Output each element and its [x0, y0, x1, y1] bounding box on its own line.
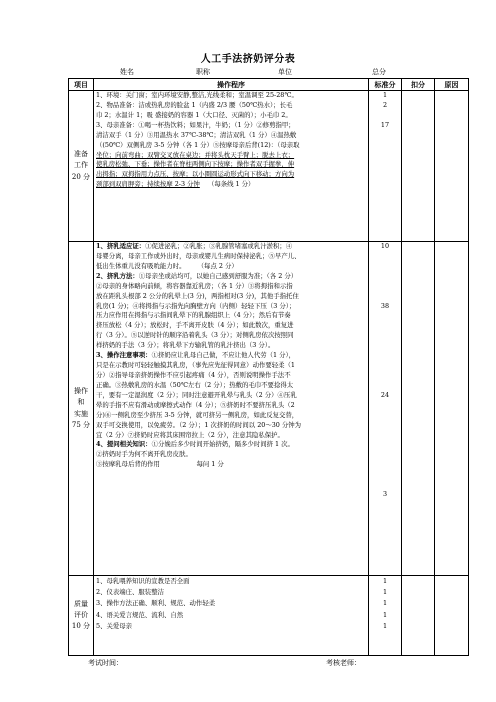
page-title: 人工手法挤奶评分表	[200, 54, 296, 65]
unit-label: 单位	[278, 68, 292, 76]
method-heading: 2、挤乳方法：	[96, 271, 139, 280]
quality-scores: 1 1 1 1 1	[369, 576, 402, 656]
header-standard: 标准分	[369, 79, 402, 91]
prep-line-note: （每条线 1 分）	[207, 180, 255, 189]
operation-procedure: 1、挤乳适应证：①促进泌乳；②乳胀；③乳腺管堵塞或乳汁淤积；④ 母婴分离，母亲工作或外出时，母亲或婴儿生病时保持泌乳；⑤早产儿、 低出生体重儿没有吸吮能力时。 （每点 2 分） 2、挤乳方法：①母亲坐或站均可，以她自己感到舒服为准；（各 2 分） ②母亲的身体略向前倾，将容器靠近乳房；（各 1 分）③将拇指和示指 放在距乳头根部 2 公分的乳晕上(3 分)，两指相对(3 分)，其他手指托住 乳房(1 分)；④将拇指与示指先向胸壁方向（内侧）轻轻下压（3 分）； 压力应作用在拇指与示指间乳晕下的乳腺组织上（4 分）；然后有节奏 挤压放松（4 分）；放松时，手不离开皮肤（4 分）；如此数次，重复进 行（3 分）。⑤以逆时针的顺序沿着乳头（3 分）；对侧乳房依次按照同 样挤奶的手法（3 分）；将乳晕下方输乳管的乳汁挤出（3 分）。 3、操作注意事项：①挤奶应让乳母自己做，不应让他人代劳（1 分）， 只是在示教时可轻轻触摸其乳房，（事先应先征得同意）动作要轻柔（1 分）②指导母亲挤奶操作不应引起疼痛（4 分），否则说明操作手法不 正确。③热敷乳房的水温（50℃左右（2 分）；热敷的毛巾不要捻得太 干，要有一定湿润度（2 分）；同时注意避开乳晕与乳头（2 分）④压乳 晕的手指不应有滑动或摩擦式动作（4 分）；⑤挤奶时不要挤压乳头（2 分)⑥一侧乳房至少挤压 3-5 分钟，就可挤另一侧乳房，如此反复交替， 双手可交换使用，以免疲劳。（2 分）；1 次挤奶的时间以 20～30 分钟为 宜（2 分）⑦挤奶时应将其床围帘拉上（2 分），注意其隐私保护。 4、提问相关知识：①分娩后多少时间开始挤奶，隔多少时间挤 1 次。 ②挤奶时手为何不离开乳房皮肤。 ③按摩乳母后背的作用 每问 1 分	[94, 242, 369, 576]
quality-row	[69, 576, 469, 656]
operation-section-label: 操作 和 实施 75 分	[69, 242, 94, 576]
prep-line: 坐位；向前弯曲；双臂交叉放在桌边；并将头枕天手臂上；脱去上衣；	[96, 150, 295, 159]
header-deduct: 扣分	[402, 79, 435, 91]
examiner-label: 考核老师：	[326, 659, 361, 667]
prep-line: 1、环境：关门窗；室内环境安静,整洁,光线柔和；室温调至 25-28℃。	[96, 91, 298, 99]
prep-row	[69, 91, 469, 242]
indication-heading: 1、挤乳适应证：	[96, 242, 146, 250]
header-item: 项目	[69, 79, 94, 91]
prep-line: 2、物品准备：洁或热乳房的脸盆 1（内盛 2/3 腰（50℃热水）；长毛	[96, 100, 293, 109]
score-table	[68, 78, 469, 656]
prep-line: 颈部到双肩胛旁；持续按摩 2-3 分钟	[96, 180, 200, 189]
prep-reason[interactable]	[435, 91, 469, 242]
prep-line: 使乳房松弛、下垂；操作者在脊柱两侧向下按摩；操作者双手握拳，伸	[96, 160, 295, 169]
prep-line: 出拇指；双拇指用力点压、按摩；以小圈圆运动形式向下移动；方向为	[96, 170, 295, 179]
prep-deduct[interactable]	[402, 91, 435, 242]
quality-deduct[interactable]	[402, 576, 435, 656]
quality-procedure	[94, 576, 369, 656]
quality-item: 3、操作方法正确、顺利、规范、动作轻柔	[96, 599, 216, 608]
exam-time-label: 考试时间：	[88, 659, 123, 667]
name-label: 姓名	[120, 68, 134, 76]
quality-item: 4、语关爱言规范、流利、自然	[96, 610, 184, 619]
quality-item: 2、仪表端庄、服装整洁	[96, 588, 164, 597]
title-label: 职称	[196, 68, 210, 76]
quality-reason[interactable]	[435, 576, 469, 656]
quality-section-label: 质量 评价 10 分	[69, 576, 94, 656]
quality-item: 1、母乳喂养知识的宣教是否全面	[96, 577, 190, 585]
operation-deduct[interactable]	[402, 242, 435, 576]
prep-procedure	[94, 91, 369, 242]
operation-row	[69, 242, 469, 576]
header-reason: 原因	[435, 79, 469, 91]
prep-line: 巾 2；水温计 1；吸 盛接奶的容器 1（大口径、灭菌的）；小毛巾 2。	[96, 110, 292, 119]
questions-heading: 4、提问相关知识：	[96, 440, 152, 449]
header-row	[69, 79, 469, 91]
operation-scores: 10 38 24 3	[369, 242, 402, 576]
notes-heading: 3、操作注意事项：	[96, 351, 152, 360]
header-procedure: 操作程序	[94, 79, 369, 91]
quality-item: 5、关爱母亲	[96, 621, 133, 630]
prep-scores: 1 2 17	[369, 91, 402, 242]
prep-section-label: 准备 工作 20 分	[69, 91, 94, 242]
prep-line: 3、母亲准备：①喝一杯热饮料；如果汁，牛奶；（1 分）②修剪指甲；	[96, 120, 295, 129]
prep-line: （(50℃）双侧乳房 3-5 分钟（各 1 分）⑤按摩母亲后背(12)：（母亲取	[96, 140, 300, 149]
operation-reason[interactable]	[435, 242, 469, 576]
total-label: 总分	[372, 68, 386, 76]
prep-line: 清洁双手（1 分）③用温热水 37℃-38℃；清洁双乳（1 分）④温热敷	[96, 130, 297, 139]
